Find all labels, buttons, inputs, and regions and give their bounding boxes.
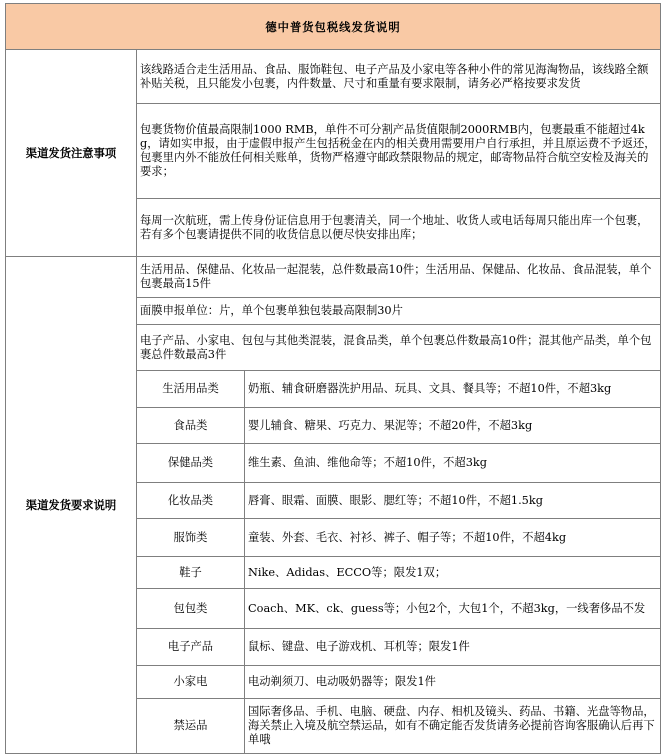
category-name: 生活用品类	[137, 371, 245, 408]
category-name: 保健品类	[137, 444, 245, 483]
notice-item: 该线路适合走生活用品、食品、服饰鞋包、电子产品及小家电等各种小件的常见海淘物品，该线路全额补贴关税，且只能发小包裹，内件数量、尺寸和重量有要求限制，请务必严格按要求发货	[137, 50, 661, 104]
requirement-rule: 面膜申报单位：片，单个包裹单独包装最高限制30片	[137, 298, 661, 325]
page-title: 德中普货包税线发货说明	[6, 4, 661, 50]
category-name: 鞋子	[137, 557, 245, 589]
category-detail: 鼠标、键盘、电子游戏机、耳机等；限发1件	[245, 629, 661, 666]
category-name: 电子产品	[137, 629, 245, 666]
category-detail: 维生素、鱼油、维他命等；不超10件，不超3kg	[245, 444, 661, 483]
category-name: 食品类	[137, 408, 245, 444]
category-detail: 电动剃须刀、电动吸奶器等；限发1件	[245, 666, 661, 699]
category-name: 禁运品	[137, 699, 245, 754]
category-detail: 国际奢侈品、手机、电脑、硬盘、内存、相机及镜头、药品、书籍、光盘等物品，海关禁止入境及航空禁运品，如有不确定能否发货请务必提前咨询客服确认后再下单哦	[245, 699, 661, 754]
category-name: 服饰类	[137, 519, 245, 557]
requirements-section-heading: 渠道发货要求说明	[6, 257, 137, 754]
category-detail: 童装、外套、毛衣、衬衫、裤子、帽子等；不超10件，不超4kg	[245, 519, 661, 557]
category-detail: Nike、Adidas、ECCO等；限发1双；	[245, 557, 661, 589]
notice-item: 每周一次航班，需上传身份证信息用于包裹清关，同一个地址、收货人或电话每周只能出库一个包裹，若有多个包裹请提供不同的收货信息以便尽快安排出库；	[137, 199, 661, 257]
requirement-rule: 生活用品、保健品、化妆品一起混装，总件数最高10件；生活用品、保健品、化妆品、食品混装，单个包裹最高15件	[137, 257, 661, 298]
category-name: 包包类	[137, 589, 245, 629]
category-detail: Coach、MK、ck、guess等；小包2个，大包1个，不超3kg，一线奢侈品不发	[245, 589, 661, 629]
category-detail: 婴儿辅食、糖果、巧克力、果泥等；不超20件，不超3kg	[245, 408, 661, 444]
category-name: 小家电	[137, 666, 245, 699]
requirement-rule: 电子产品、小家电、包包与其他类混装，混食品类，单个包裹总件数最高10件；混其他产品类，单个包裹总件数最高3件	[137, 325, 661, 371]
notice-section-heading: 渠道发货注意事项	[6, 50, 137, 257]
notice-item: 包裹货物价值最高限制1000 RMB，单件不可分割产品货值限制2000RMB内，包裹最重不能超过4kg，请如实申报，由于虚假申报产生包括税金在内的相关费用需要用户自行承担，并且原运费不予返还，包裹里内外不能放任何相关账单，货物严格遵守邮政禁限物品的规定，邮寄物品符合航空安检及海关的要求；	[137, 104, 661, 199]
category-detail: 奶瓶、辅食研磨器洗护用品、玩具、文具、餐具等；不超10件，不超3kg	[245, 371, 661, 408]
category-name: 化妆品类	[137, 483, 245, 519]
shipping-instructions-table	[5, 3, 661, 754]
category-detail: 唇膏、眼霜、面膜、眼影、腮红等；不超10件，不超1.5kg	[245, 483, 661, 519]
